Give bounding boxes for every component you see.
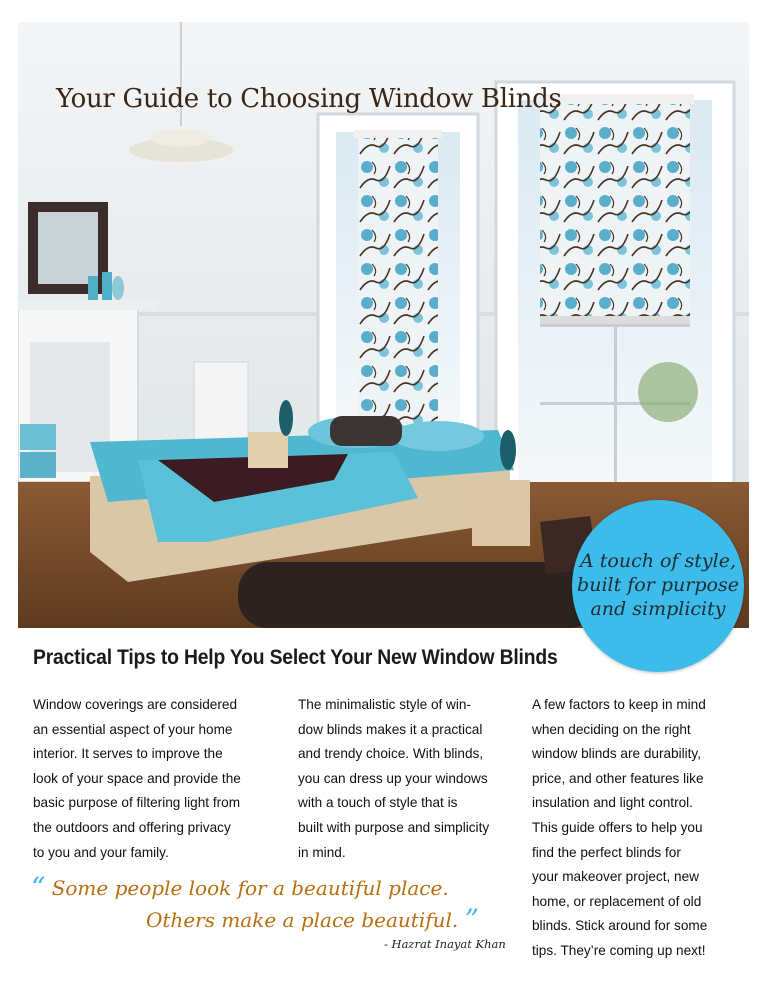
text-line: find the perfect blinds for <box>532 844 681 860</box>
quote-line-1 <box>31 872 511 904</box>
quote-attribution: - Hazrat Inayat Khan <box>384 937 506 951</box>
quote-line-2 <box>31 904 511 936</box>
text-line: blinds. Stick around for some <box>532 918 708 934</box>
text-line: the outdoors and offering privacy <box>33 819 231 835</box>
badge-line: built for purpose <box>577 574 739 597</box>
open-quote-mark: “ <box>31 871 46 904</box>
text-line: built with purpose and simplicity <box>298 819 490 835</box>
hero-title: Your Guide to Choosing Window Blinds <box>56 84 562 114</box>
text-line: look of your space and provide the <box>33 770 241 786</box>
close-quote-mark: ” <box>464 903 479 936</box>
text-line: This guide offers to help you <box>532 819 703 835</box>
quote-text-1: Some people look for a beautiful place. <box>51 876 449 900</box>
pull-quote <box>31 872 511 936</box>
text-line: basic purpose of filtering light from <box>33 795 241 811</box>
text-line: your makeover project, new <box>532 869 699 885</box>
text-line: an essential aspect of your home <box>33 721 233 737</box>
text-line: and trendy choice. With blinds, <box>298 746 484 762</box>
text-line: in mind. <box>298 844 346 860</box>
section-heading: Practical Tips to Help You Select Your New Window Blinds <box>33 646 558 669</box>
text-line: The minimalistic style of win- <box>298 697 471 712</box>
text-line: window blinds are durability, <box>532 746 701 762</box>
badge-line: A touch of style, <box>580 550 736 573</box>
text-line: when deciding on the right <box>532 721 691 737</box>
text-line: to you and your family. <box>33 844 169 860</box>
tagline-badge <box>572 500 744 672</box>
text-column-1 <box>33 693 273 865</box>
text-line: Window coverings are considered <box>33 697 238 712</box>
text-line: with a touch of style that is <box>298 795 458 811</box>
text-line: price, and other features like <box>532 770 704 786</box>
text-column-2 <box>298 693 510 865</box>
text-line: A few factors to keep in mind <box>532 697 706 712</box>
text-column-3 <box>532 693 742 964</box>
text-line: you can dress up your windows <box>298 770 488 786</box>
badge-line: and simplicity <box>590 597 726 620</box>
text-line: dow blinds makes it a practical <box>298 721 483 737</box>
text-line: interior. It serves to improve the <box>33 746 223 762</box>
text-line: home, or replacement of old <box>532 893 702 909</box>
text-line: insulation and light control. <box>532 795 693 811</box>
quote-text-2: Others make a place beautiful. <box>146 908 459 932</box>
text-line: tips. They’re coming up next! <box>532 942 706 958</box>
